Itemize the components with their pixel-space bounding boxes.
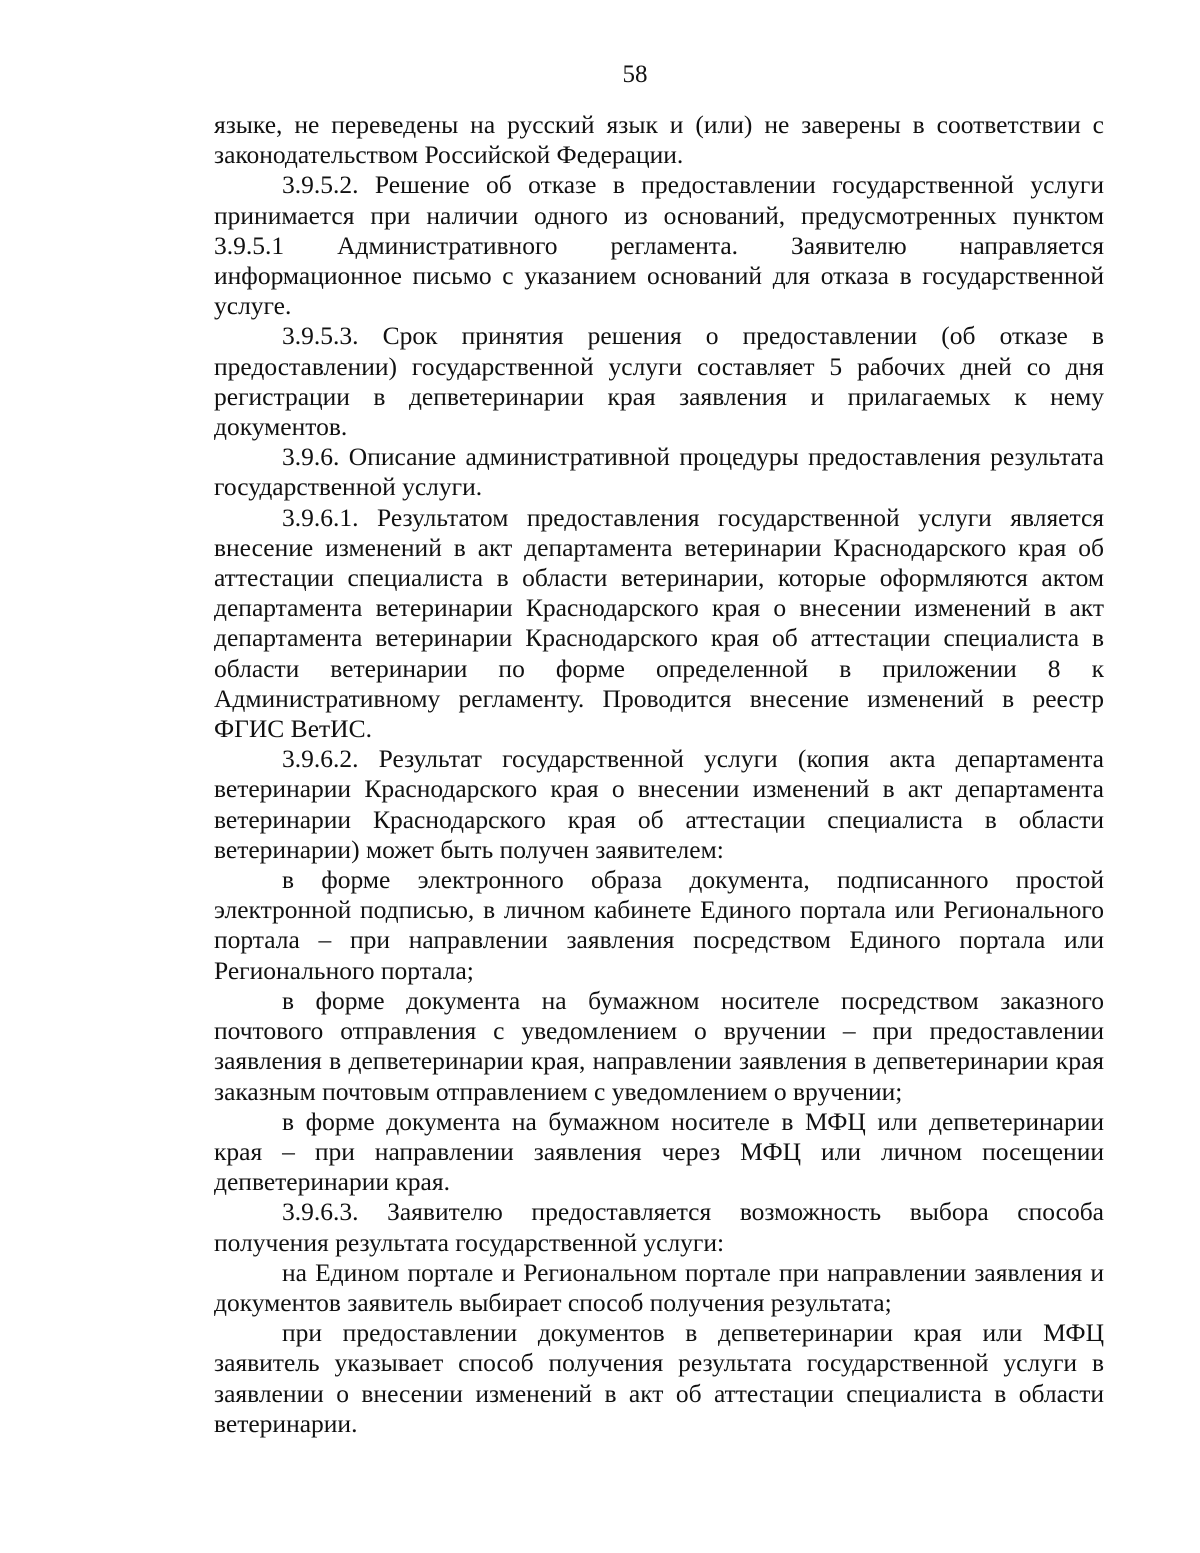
document-body bbox=[214, 110, 1104, 1439]
paragraph: 3.9.6.2. Результат государственной услуги (копия акта департамента ветеринарии Краснодарского края о внесении изменений в акт департамента ветеринарии Краснодарского края об аттестации специалиста в области ветеринарии) может быть получен заявителем: bbox=[214, 744, 1104, 864]
paragraph: 3.9.6.3. Заявителю предоставляется возможность выбора способа получения результата государственной услуги: bbox=[214, 1197, 1104, 1257]
paragraph: в форме электронного образа документа, подписанного простой электронной подписью, в личном кабинете Единого портала или Регионального портала – при направлении заявления посредством Единого портала или Регионального портала; bbox=[214, 865, 1104, 985]
page-number: 58 bbox=[622, 61, 648, 88]
paragraph: языке, не переведены на русский язык и (или) не заверены в соответствии с законодательством Российской Федерации. bbox=[214, 110, 1104, 170]
paragraph: 3.9.5.3. Срок принятия решения о предоставлении (об отказе в предоставлении) государственной услуги составляет 5 рабочих дней со дня регистрации в депветеринарии края заявления и прилагаемых к нему документов. bbox=[214, 321, 1104, 442]
paragraph: в форме документа на бумажном носителе посредством заказного почтового отправления с уведомлением о вручении – при предоставлении заявления в депветеринарии края, направлении заявления в депветеринарии края заказным почтовым отправлением с уведомлением о вручении; bbox=[214, 985, 1104, 1106]
paragraph: 3.9.5.2. Решение об отказе в предоставлении государственной услуги принимается при наличии одного из оснований, предусмотренных пунктом 3.9.5.1 Административного регламента. Заявителю направляется информационное письмо с указанием оснований для отказа в государственной услуге. bbox=[214, 170, 1104, 321]
paragraph: при предоставлении документов в депветеринарии края или МФЦ заявитель указывает способ получения результата государственной услуги в заявлении о внесении изменений в акт об аттестации специалиста в области ветеринарии. bbox=[214, 1318, 1104, 1438]
paragraph: в форме документа на бумажном носителе в МФЦ или депветеринарии края – при направлении заявления через МФЦ или личном посещении депветеринарии края. bbox=[214, 1106, 1104, 1197]
paragraph: на Едином портале и Региональном портале при направлении заявления и документов заявитель выбирает способ получения результата; bbox=[214, 1257, 1104, 1317]
paragraph: 3.9.6. Описание административной процедуры предоставления результата государственной услуги. bbox=[214, 442, 1104, 502]
paragraph: 3.9.6.1. Результатом предоставления государственной услуги является внесение изменений в акт департамента ветеринарии Краснодарского края об аттестации специалиста в области ветеринарии, которые оформляются актом департамента ветеринарии Краснодарского края о внесении изменений в акт департамента ветеринарии Краснодарского края об аттестации специалиста в области ветеринарии по форме определенной в приложении 8 к Административному регламенту. Проводится внесение изменений в реестр ФГИС ВетИС. bbox=[214, 502, 1104, 744]
